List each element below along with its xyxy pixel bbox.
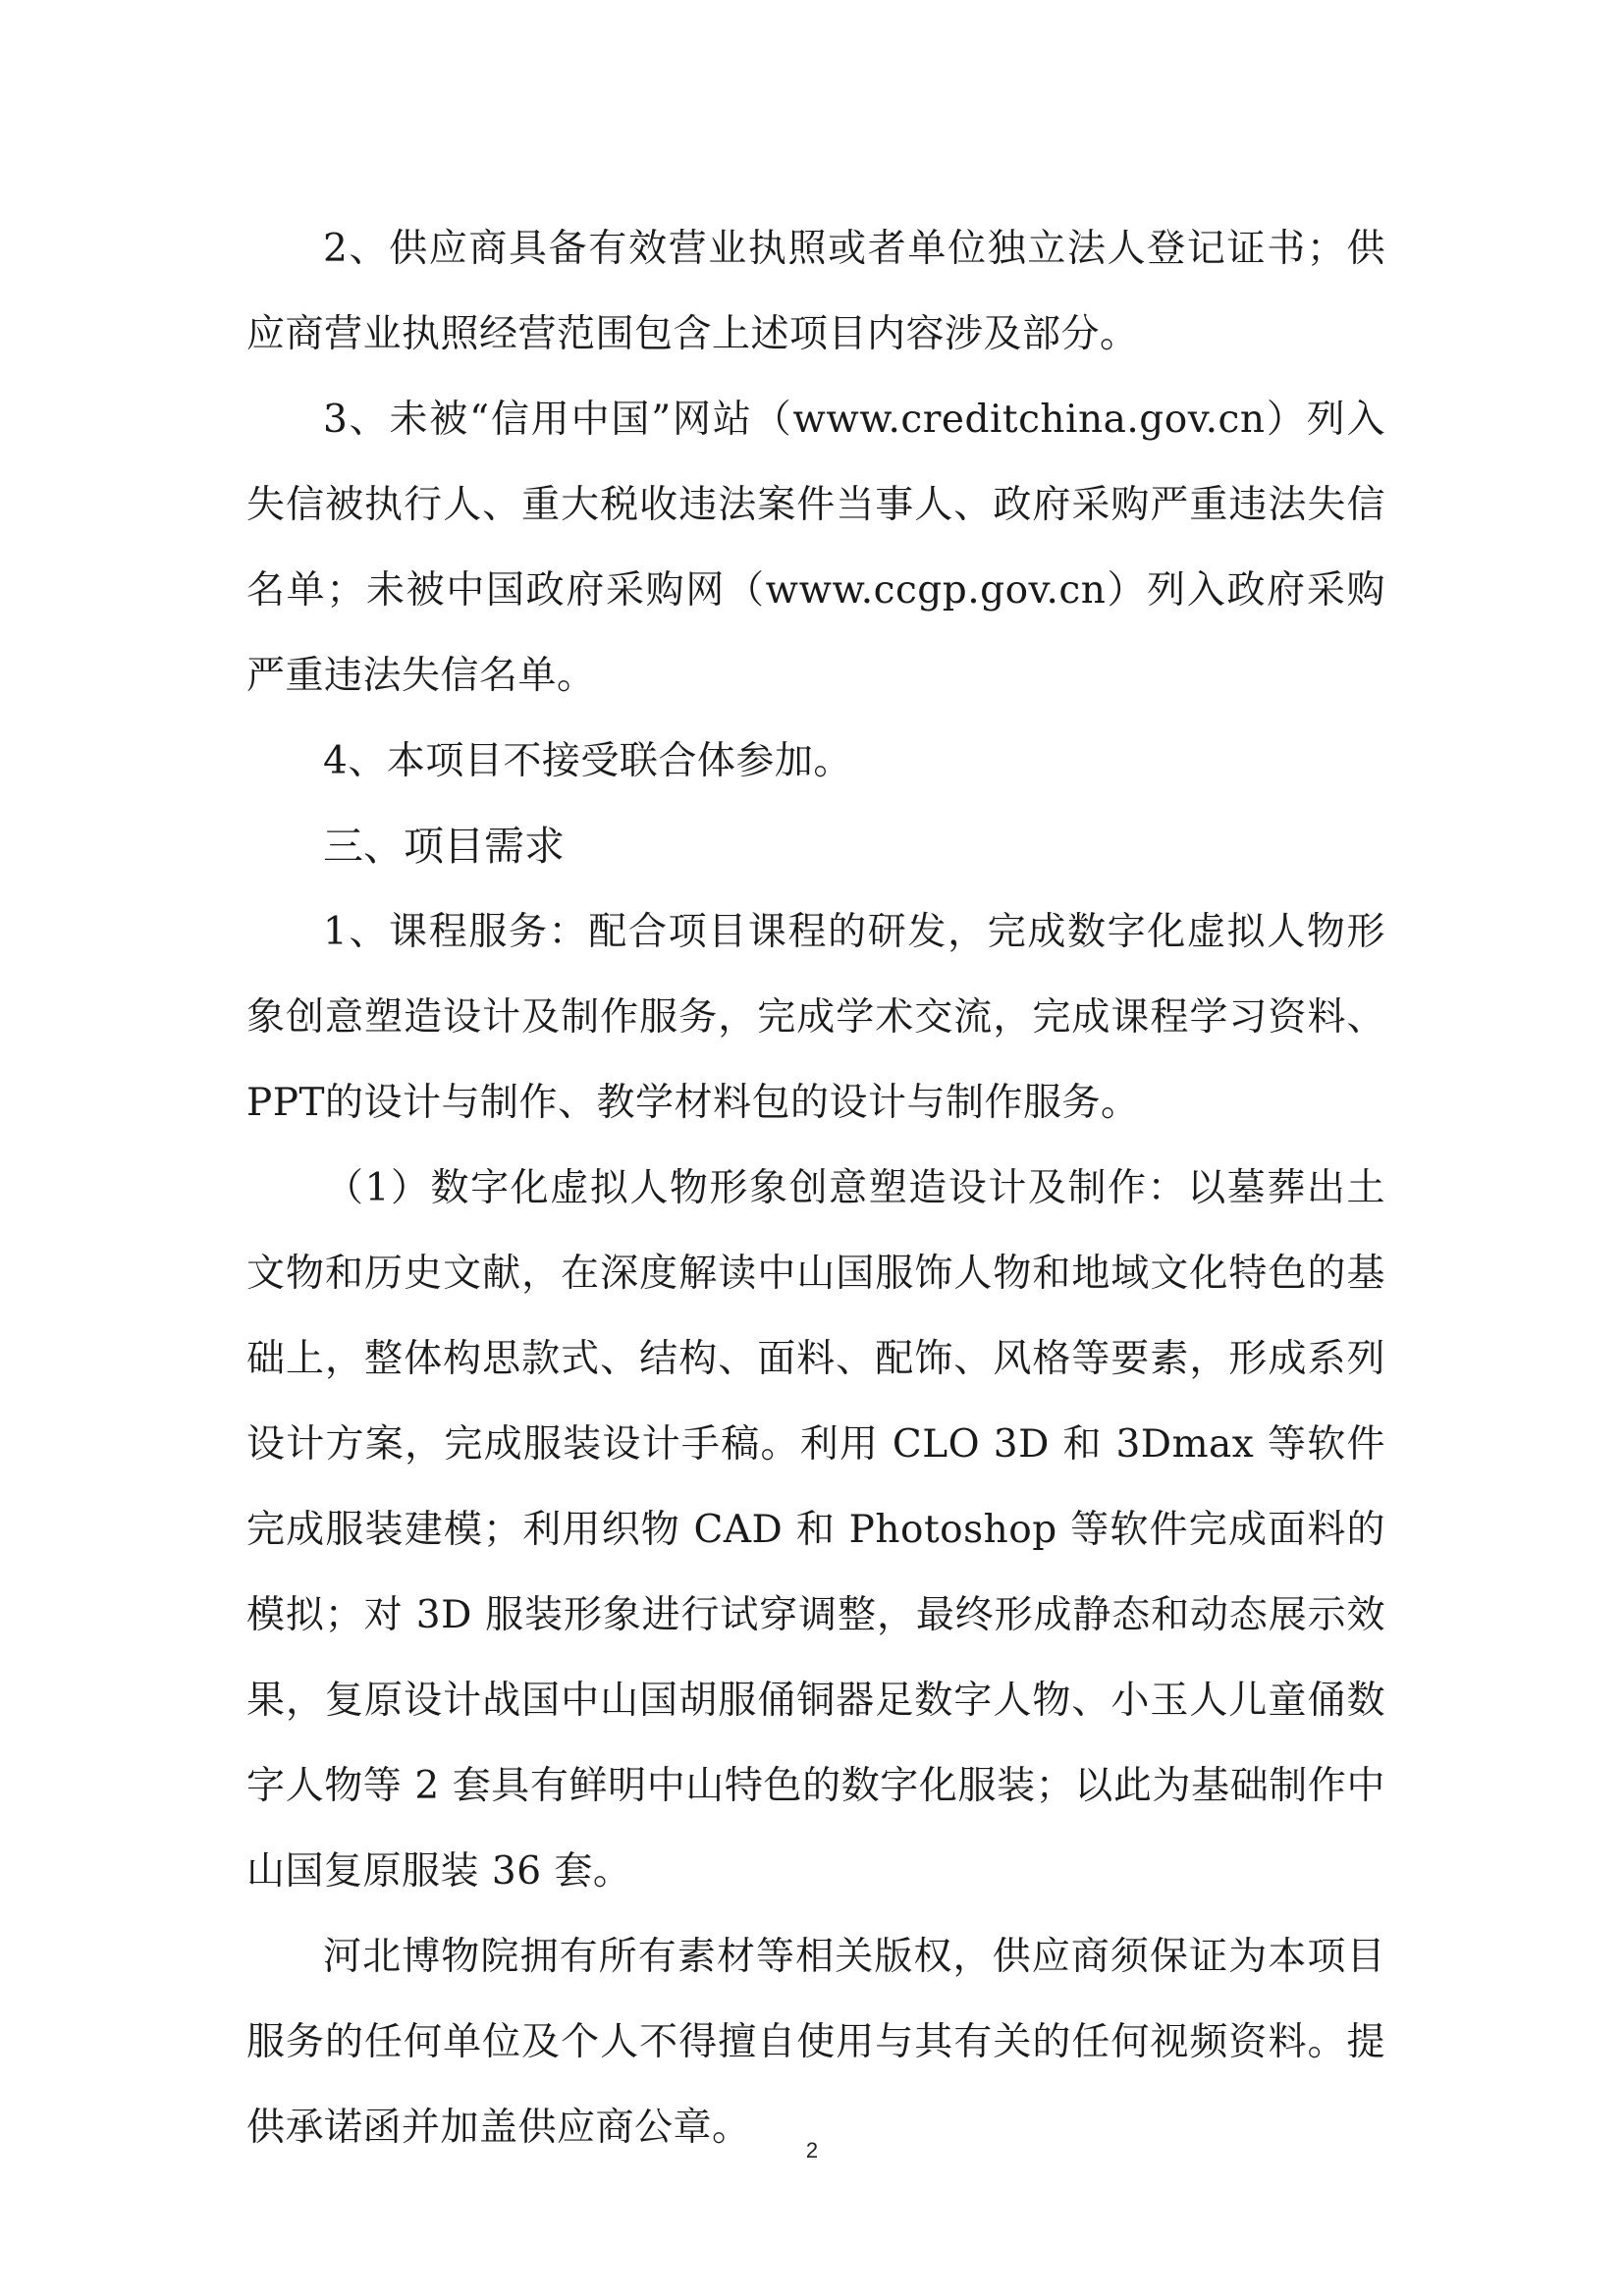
paragraph-digital-character-design: （1）数字化虚拟人物形象创意塑造设计及制作：以墓葬出土文物和历史文献，在深度解读中山国服饰人物和地域文化特色的基础上，整体构思款式、结构、面料、配饰、风格等要素，形成系列设计方案，完成服装设计手稿。利用 CLO 3D 和 3Dmax 等软件完成服装建模；利用织物 CAD 和 Photoshop 等软件完成面料的模拟；对 3D 服装形象进行试穿调整，最终形成静态和动态展示效果，复原设计战国中山国胡服俑铜器足数字人物、小玉人儿童俑数字人物等 2 套具有鲜明中山特色的数字化服装；以此为基础制作中山国复原服装 36 套。 [246, 1166, 1385, 1894]
paragraph-course-service: 1、课程服务：配合项目课程的研发，完成数字化虚拟人物形象创意塑造设计及制作服务，完成学术交流，完成课程学习资料、PPT的设计与制作、教学材料包的设计与制作服务。 [246, 910, 1385, 1125]
section-heading-requirements: 三、项目需求 [323, 823, 565, 870]
page-number: 2 [805, 2138, 819, 2163]
paragraph-copyright: 河北博物院拥有所有素材等相关版权，供应商须保证为本项目服务的任何单位及个人不得擅自使用与其有关的任何视频资料。提供承诺函并加盖供应商公章。 [246, 1935, 1385, 2150]
paragraph-supplier-license: 2、供应商具备有效营业执照或者单位独立法人登记证书；供应商营业执照经营范围包含上述项目内容涉及部分。 [246, 227, 1385, 356]
paragraph-no-consortium: 4、本项目不接受联合体参加。 [323, 739, 852, 783]
paragraph-credit-check: 3、未被“信用中国”网站（www.creditchina.gov.cn）列入失信被执行人、重大税收违法案件当事人、政府采购严重违法失信名单；未被中国政府采购网（www.ccgp.gov.cn）列入政府采购严重违法失信名单。 [246, 398, 1385, 698]
page-body [246, 206, 1385, 2170]
